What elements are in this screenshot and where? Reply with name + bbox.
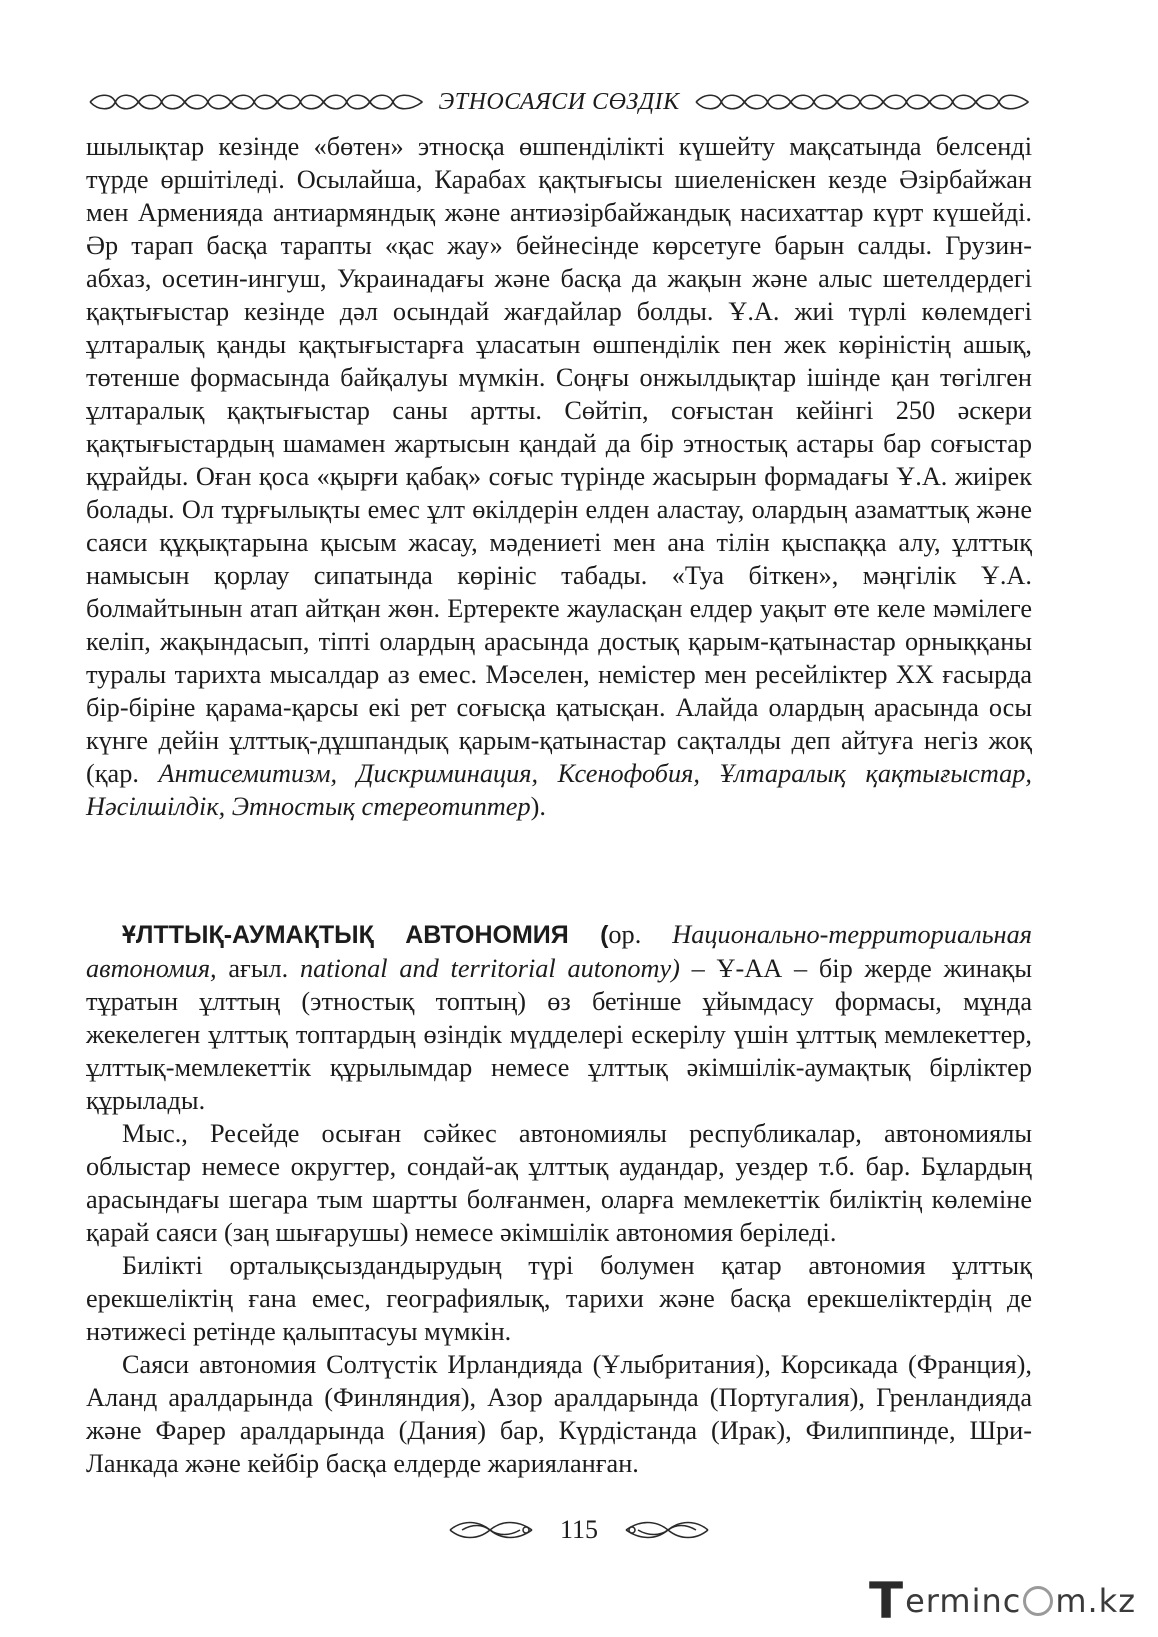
continued-article xyxy=(86,130,1032,823)
entry-paragraph: Саяси автономия Солтүстік Ирландияда (Ұлыбритания), Корсикада (Франция), Аланд аралдарында (Финляндия), Азор аралдарында (Португалия), Гренландияда және Фарер аралдарында (Дания) бар, Күрдістанда (Ирак), Филиппинде, Шри-Ланкада және кейбір басқа елдерде жарияланған. xyxy=(86,1350,1032,1478)
watermark-text-b: m.kz xyxy=(1055,1582,1136,1620)
header-ornament-left-icon xyxy=(88,91,425,113)
entry-definition: – Ұ-АА – бір жерде жинақы тұратын ұлттың (этностық топтың) өз бетінше ұйымдасу формасы, мұнда жекелеген ұлттық топтардың өзіндік мүдделері ескерілу үшін ұлттық мемлекеттер, ұлттық-мемлекеттік құрылымдар немесе ұлттық әкімшілік-аумақтық бірліктер құрылады. xyxy=(86,954,1033,1115)
article-text: шылықтар кезінде «бөтен» этносқа өшпенділікті күшейту мақсатында белсенді түрде өршітіледі. Осылайша, Карабах қақтығысы шиеленіскен кезде Әзірбайжан мен Арменияда антиармяндық және антиәзірбайжандық насихаттар күрт күшейді. Әр тарап басқа тарапты «қас жау» бейнесінде көрсетуге барын салды. Грузин-абхаз, осетин-ингуш, Украинадағы және басқа да жақын және алыс шетелдердегі қақтығыстар кезінде дәл осындай жағдайлар болды. Ұ.А. жиі түрлі көлемдегі ұлтаралық қанды қақтығыстарға ұласатын өшпенділік пен жек көріністің ашық, төтенше формасында байқалуы мүмкін. Соңғы онжылдықтар ішінде қан төгілген ұлтаралық қақтығыстар саны артты. Сөйтіп, соғыстан кейінгі 250 әскери қақтығыстардың шамамен жартысын қандай да бір этностық астары бар соғыстар құрайды. Оған қоса «қырғи қабақ» соғыс түрінде жасырын формадағы Ұ.А. жиірек болады. Ол тұрғылықты емес ұлт өкілдерін елден аластау, олардың азаматтық және саяси құқықтарына қысым жасау, мәдениеті мен ана тілін қыспаққа алу, ұлттық намысын қорлау сипатында көрініс табады. «Туа біткен», мәңгілік Ұ.А. болмайтынын атап айтқан жөн. Ертеректе жауласқан елдер уақыт өте келе мәмілеге келіп, жақындасып, тіпті олардың арасында достық қарым-қатынастар орныққаны туралы тарихта мысалдар аз емес. Мәселен, немістер мен ресейліктер ХХ ғасырда бір-біріне қарама-қарсы екі рет соғысқа қатысқан. Алайда олардың арасында осы күнге дейін ұлттық-дұшпандық қарым-қатынастар сақталды деп айтуға негіз жоқ (қар. xyxy=(86,132,1032,788)
ru-term: Национально-территориальная автономия, xyxy=(86,920,1032,983)
dictionary-entry xyxy=(86,918,1032,1480)
entry-paragraph: Мыс., Ресейде осыған сәйкес автономиялы республикалар, автономиялы облыстар немесе округтер, сондай-ақ ұлттық аудандар, уездер т.б. бар. Бұлардың арасындағы шегара тым шартты болғанмен, оларға мемлекеттік биліктің көлеміне қарай саяси (заң шығарушы) немесе әкімшілік автономия беріледі. xyxy=(86,1119,1032,1247)
watermark-text-a: erminc xyxy=(905,1582,1022,1620)
page-number: 115 xyxy=(559,1515,599,1544)
header-ornament-right-icon xyxy=(694,91,1031,113)
en-term: national and territorial autonomy) xyxy=(299,954,680,983)
entry-paragraph: Билікті орталықсыздандырудың түрі болумен қатар автономия ұлттық ерекшеліктің ғана емес, географиялық, тарихи және басқа ерекшеліктердің де нәтижесі ретінде қалыптасуы мүмкін. xyxy=(86,1251,1032,1346)
entry-headword: ҰЛТТЫҚ-АУМАҚТЫҚ АВТОНОМИЯ xyxy=(122,921,569,949)
article-end: ). xyxy=(530,792,546,821)
watermark-letter-t: T xyxy=(869,1572,904,1630)
header-title: ЭТНОСАЯСИ СӨЗДІК xyxy=(438,88,680,115)
entry-definition-paragraph xyxy=(86,918,1032,1117)
ru-label: ор. xyxy=(608,920,673,949)
watermark-o-icon xyxy=(1023,1586,1053,1616)
en-label: ағыл. xyxy=(216,954,300,983)
site-watermark xyxy=(869,1572,1136,1630)
footer-flourish-right-icon xyxy=(624,1516,710,1544)
page-footer xyxy=(0,1510,1158,1550)
article-paragraph xyxy=(86,130,1032,823)
cross-references: Антисемитизм, Дискриминация, Ксенофобия, Ұлтаралық қақтығыстар, Нәсілшілдік, Этностық стереотиптер xyxy=(86,759,1032,821)
entry-open-paren: ( xyxy=(568,921,609,949)
running-header xyxy=(88,86,1030,118)
footer-flourish-left-icon xyxy=(448,1516,534,1544)
